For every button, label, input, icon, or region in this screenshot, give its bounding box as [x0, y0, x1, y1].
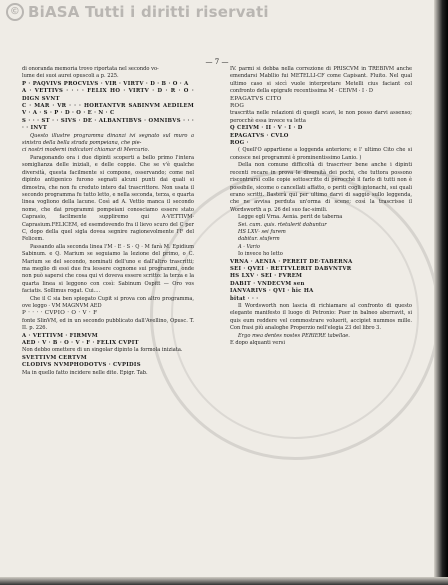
- text-paragraph: Il Wordsworth non lascia di richiamare al confronto di questo elegante manifesto il luogo di Petronio: Puer in balneo aberravit, si quis eum reddere vel commostrare voluerit, accipiet nummos mille. Con frasi più analoghe Properzio nell'elegia 23 del libro 3.: [230, 303, 412, 332]
- text-paragraph: A · Vario: [238, 243, 260, 250]
- text-paragraph: IV. parmi si debba nella correzione di PRISCVM in TREBIVM anche emendarsi Mabllio fui METELLI-CF come Capisant. Fluito. Nel qual ultimo caso si siccì vuole interpretare Metelli cius faciant col confronto della epigrafe recentissima M · CEIVM · I · D: [230, 66, 412, 95]
- copyright-icon: ©: [6, 3, 24, 21]
- text-paragraph: di onoranda memoria trovo riportata nel secondo vo-: [22, 66, 159, 72]
- text-paragraph: Che il C sia ben spiegato Cupit si prova con altro programma, ove leggo · VM MAGNVM AED: [22, 295, 194, 309]
- inscription-line: S · · · ST · · SIVS · DE · ALBANTIBVS · OMNIBVS · · · · · INVT: [22, 117, 194, 132]
- text-paragraph: E dopo alquanti versi: [230, 340, 286, 347]
- text-paragraph: Della non comune difficoltà di trascriver bene anche i dipinti recenti recare in prova le diversità dei pochi, che tuttora possono riscontrarsi colle copie sottoscritte di perocchè il farlo di tutti non è possibile, sicome o cancellati affatto, o periti cogli intonachi, sui quali erano scritti. Basterà qui per ultimo darvi di saggio sullo leggenda, che ne avvisa perduta un'orma di scene; così la trascrisse il Wordsworth a p. 26 del suo fac-simili.: [230, 162, 412, 213]
- inscription-line: CLODIVS NVMPHODOTVS · CVPIDIS: [22, 362, 141, 369]
- inscription-line: SVETTIVM CERTVM: [22, 354, 87, 361]
- text-paragraph: ci nostri moderni indicatori chiamar di Mercurio.: [22, 147, 150, 154]
- text-paragraph: Passando alla seconda linea l'M · E · S · Q · M farà M. Epidium Sabinum. e Q. Marium se seguiamo la lezione del primo, o C. Marium se del secondo, nominati dell'uno e dall'altro trascritti; ma meglio di essi due fra lessere cognome sui programmi, onde non può sapersi che cosa qui vi doveva essere scritto: la terza e la quarta linea si leggono con così: Sabinum Ospitt — Oro vos faciatis. Sollimus rogat. Cui....: [22, 243, 194, 295]
- watermark-banner: [6, 3, 269, 21]
- inscription-line: A · VETTIVM · FIRMVM: [22, 332, 98, 339]
- text-paragraph: trascritta nelle relazioni di quegli scavi, le non posso darvi assenso; perocchè essa invece va letta: [230, 110, 412, 124]
- inscription-line: A · VETTIVS · · · · FELIX HO · VIRTV · D · R · O · DIGN SVNT: [22, 88, 194, 102]
- inscription-line: HS LXV · SEI · FVREM: [230, 273, 303, 280]
- text-paragraph: Legge egli Vrna. Aenia. perit de taberna: [238, 214, 343, 221]
- text-paragraph: fonte SlinVM, ed in un secondo pubblicato dall'Avellino, Opusc. T. II. p. 226.: [22, 317, 194, 332]
- text-paragraph: dabitur. stuferm: [238, 236, 280, 243]
- text-paragraph: Sei. cum. quis. rtetulerit dabuntur: [238, 221, 327, 228]
- inscription-line: P · PAQVIVS PROCVLVS · VIR · VIRTV · D · B · O · A: [22, 80, 189, 87]
- inscription-line: P · · · · CVPIO · O · V · F: [22, 310, 98, 317]
- inscription-line: EPAGATVS CITO: [230, 95, 282, 102]
- text-paragraph: Ergo mea dentes nostes PERIERE tabellae.: [238, 332, 350, 339]
- inscription-line: C · MAR · VR · · · HORTANTVR SABINVM AEDILEM V · A · S · P · D · O · E · N · C: [22, 103, 194, 117]
- inscription-line: DABIT · VNDECVM sen: [230, 280, 305, 287]
- text-paragraph: Ma in quello fatto incidere nelle dite. Epigr. Tab.: [22, 369, 148, 376]
- watermark-text: BiASA Tutti i diritti riservati: [28, 3, 269, 21]
- text-paragraph: HS LXV· sei furem: [238, 228, 286, 235]
- text-paragraph: ( Quell'O appartiene a loggenda anteriore; e l' ultimo Cito che si conosce nei programmi è prominentissimo Lanio. ): [230, 147, 412, 161]
- text-paragraph: Paragonando ora i due dipinti scoperti a bello primo l'intera somiglianza delle iniziali, e delle coppie. Che se v'è qualche diversità, questa facilmente si compone, osservando; come nel dipinto antigenico furono segnati alcuni punti dai quali si dimostra, che non fu creduto intero dal trascrittore. Non usata il secondo programma fu tutto letto, e nella seconda, terza, e quarta linea vogliono della lacune. Così ad A. Vettio manca il secondo nome, che dai programmi pompeiani conosciamo essere stato Caprasio, facilmente suppliremo qui A·VETTIVM· Caprasium.FELICEM, ed esemdovendo fra il lievo scuro del C per C, dopo della quel sigla dovea segnire ragionevolmente l'F del Felicem.: [22, 154, 194, 243]
- text-paragraph: Io invece ho letto: [238, 251, 283, 258]
- text-paragraph: lume dei suoi aurei opuscoli a p. 225.: [22, 73, 119, 80]
- inscription-line: IANVARIVS · QVI · hic HA: [230, 288, 314, 295]
- page-number: — 7 —: [205, 58, 229, 66]
- inscription-line: AED · V · B · O · V · F · FELIX CVPIT: [22, 340, 139, 347]
- inscription-line: EPAGATVS · CVLO: [230, 132, 289, 139]
- inscription-line: SEI · QVEI · RETTVLERIT DABVNTVR: [230, 265, 352, 272]
- inscription-line: bitat · · ·: [230, 295, 259, 302]
- text-paragraph: Questo illustre programma dinanzi ivi segnato sul muro a sinistra della bella strada pompeiana, che pie-: [22, 132, 194, 147]
- right-text-column: [230, 66, 412, 347]
- inscription-line: Q CEIVM · II · V · I · D: [230, 125, 303, 132]
- left-text-column: [22, 66, 194, 377]
- inscription-line: VRNA · AENIA · PEREIT DE·TABERNA: [230, 258, 353, 265]
- scan-edge-bottom: [0, 577, 448, 585]
- inscription-line: ROG ·: [230, 140, 249, 147]
- scan-edge-right: [434, 0, 448, 585]
- text-paragraph: Non debbo omettere di un singolar dipinto la formola iniziata.: [22, 347, 183, 354]
- inscription-line: ROG: [230, 103, 245, 110]
